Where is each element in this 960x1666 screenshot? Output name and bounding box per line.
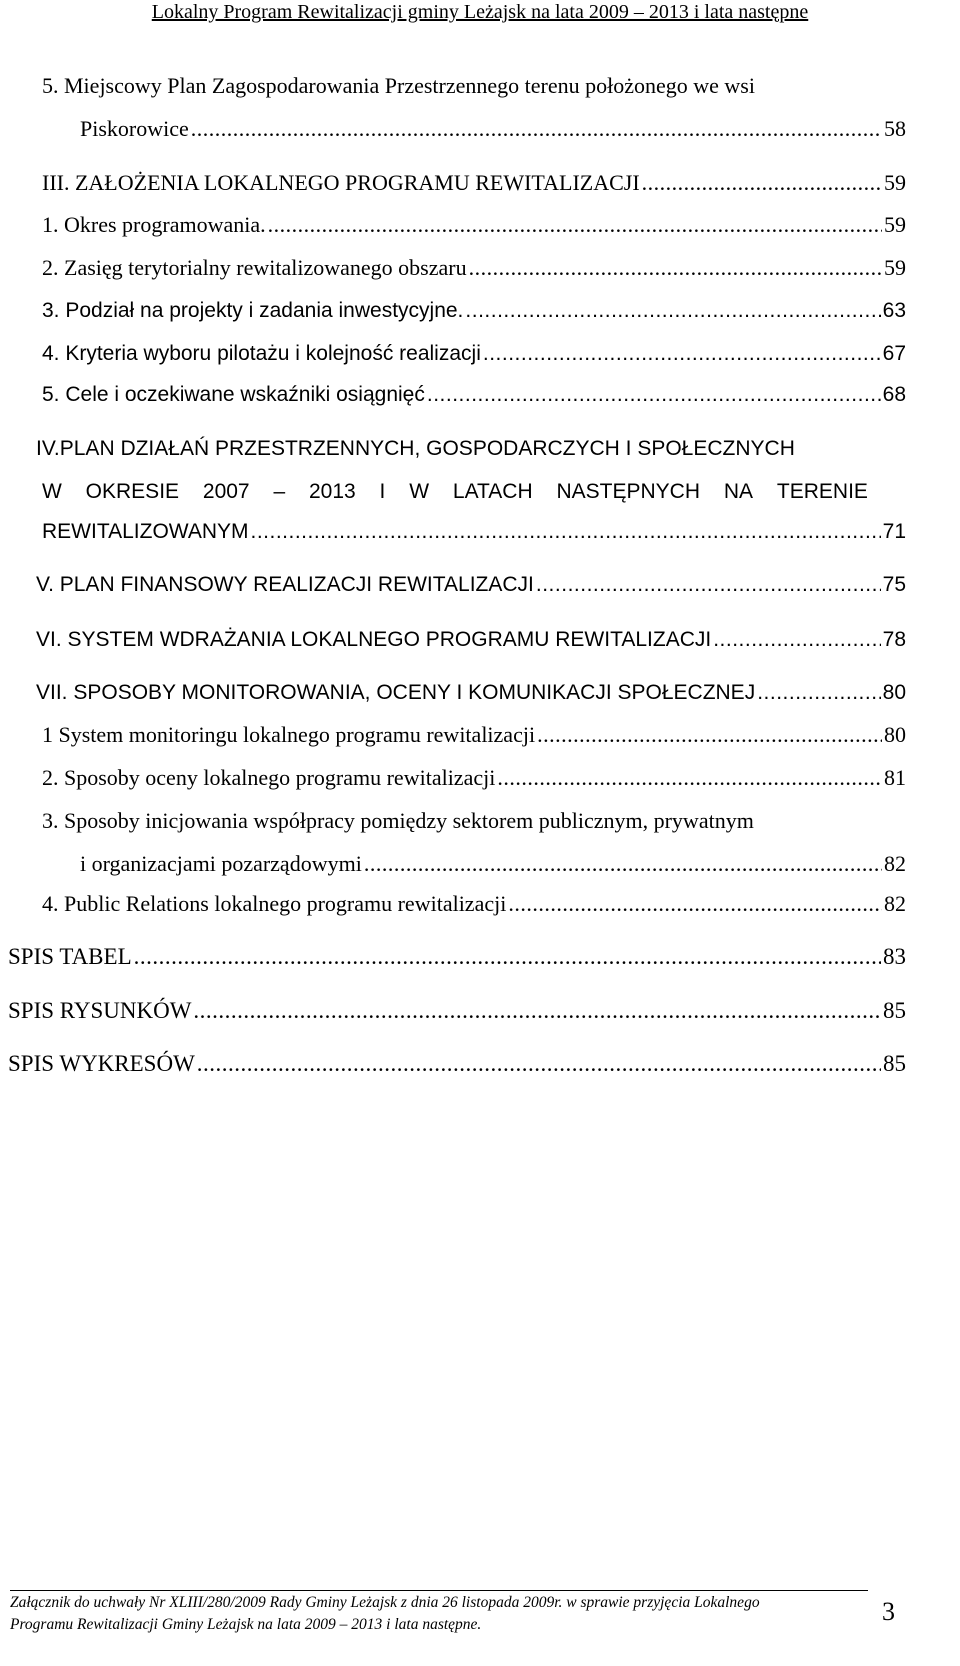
toc-entry-text: III. ZAŁOŻENIA LOKALNEGO PROGRAMU REWITALIZACJI: [42, 170, 640, 195]
toc-page-number: 80: [884, 722, 906, 747]
toc-leader-dots: [537, 721, 882, 749]
toc-leader-dots: [364, 850, 882, 878]
toc-entry-vii-4[interactable]: [42, 890, 906, 918]
footer-note-line: Programu Rewitalizacji Gminy Leżajsk na lata 2009 – 2013 i lata następne.: [10, 1616, 482, 1633]
toc-page-number: 71: [882, 520, 906, 543]
toc-page-number: 85: [883, 1051, 906, 1076]
toc-entry-text: V. PLAN FINANSOWY REALIZACJI REWITALIZACJI: [36, 573, 534, 596]
toc-leader-dots: [536, 571, 881, 599]
toc-leader-dots: [251, 518, 881, 546]
toc-word: 2013: [308, 480, 356, 503]
toc-entry-spis-wykresow[interactable]: [8, 1050, 906, 1078]
toc-entry-iv-line2: [42, 478, 868, 506]
toc-entry-iii-5[interactable]: [42, 381, 906, 409]
toc-page-number: 59: [884, 212, 906, 237]
toc-entry-iv-line1: [36, 435, 868, 463]
toc-leader-dots: [197, 1050, 881, 1078]
toc-entry-iii-3[interactable]: [42, 297, 906, 325]
toc-entry-v[interactable]: [36, 571, 906, 599]
toc-leader-dots: [757, 679, 880, 707]
toc-word: I: [379, 480, 386, 503]
footer-note: [10, 1592, 870, 1636]
toc-entry-text: 1 System monitoringu lokalnego programu rewitalizacji: [42, 722, 536, 747]
toc-page-number: 81: [884, 765, 906, 790]
toc-entry-text: VII. SPOSOBY MONITOROWANIA, OCENY I KOMUNIKACJI SPOŁECZNEJ: [36, 681, 756, 704]
toc-entry-text: 5. Miejscowy Plan Zagospodarowania Przestrzennego terenu położonego we wsi: [42, 73, 755, 98]
toc-page-number: 83: [883, 944, 906, 969]
toc-entry-text: 2. Sposoby oceny lokalnego programu rewitalizacji: [42, 765, 496, 790]
toc-entry-spis-rysunkow[interactable]: [8, 997, 906, 1025]
toc-leader-dots: [465, 297, 880, 325]
toc-word: W: [42, 480, 62, 503]
toc-entry-vii[interactable]: [36, 679, 906, 707]
toc-entry-vii-3-line1: [42, 807, 868, 835]
toc-word: NA: [723, 480, 754, 503]
toc-entry-vii-3[interactable]: [80, 850, 906, 878]
toc-word: –: [273, 480, 286, 503]
toc-leader-dots: [713, 626, 880, 654]
toc-entry-5-plan-line1: [42, 72, 868, 100]
toc-leader-dots: [508, 890, 882, 918]
toc-word: 2007: [202, 480, 250, 503]
toc-page-number: 58: [884, 116, 906, 141]
toc-leader-dots: [134, 943, 881, 971]
toc-page-number: 68: [882, 383, 906, 406]
toc-page-number: 82: [884, 891, 906, 916]
toc-entry-iii-4[interactable]: [42, 340, 906, 368]
toc-entry-text: SPIS WYKRESÓW: [8, 1051, 195, 1076]
toc-leader-dots: [642, 169, 882, 197]
toc-page-number: 59: [884, 255, 906, 280]
toc-leader-dots: [268, 211, 882, 239]
toc-page-number: 67: [882, 342, 906, 365]
toc-word: W: [409, 480, 430, 503]
toc-page-number: 85: [883, 998, 906, 1023]
toc-entry-vii-1[interactable]: [42, 721, 906, 749]
toc-leader-dots: [191, 115, 882, 143]
toc-entry-iii[interactable]: [42, 169, 906, 197]
toc-entry-text: VI. SYSTEM WDRAŻANIA LOKALNEGO PROGRAMU REWITALIZACJI: [36, 628, 712, 651]
footer-divider: [10, 1590, 868, 1591]
footer-note-line: Załącznik do uchwały Nr XLIII/280/2009 Rady Gminy Leżajsk z dnia 26 listopada 2009r. w sprawie przyjęcia Lokalnego: [10, 1594, 760, 1611]
toc-page-number: 78: [882, 628, 906, 651]
toc-entry-5-plan[interactable]: [80, 115, 906, 143]
toc-word: OKRESIE: [85, 480, 180, 503]
toc-leader-dots: [469, 254, 882, 282]
page-number: 3: [882, 1597, 895, 1626]
toc-entry-text: 3. Sposoby inicjowania współpracy pomiędzy sektorem publicznym, prywatnym: [42, 808, 754, 833]
toc-entry-vii-2[interactable]: [42, 764, 906, 792]
toc-page-number: 82: [884, 851, 906, 876]
toc-leader-dots: [193, 997, 881, 1025]
toc-leader-dots: [427, 381, 881, 409]
toc-entry-spis-tabel[interactable]: [8, 943, 906, 971]
toc-entry-vi[interactable]: [36, 626, 906, 654]
toc-word: LATACH: [452, 480, 533, 503]
toc-entry-iii-1[interactable]: [42, 211, 906, 239]
toc-entry-text: 1. Okres programowania.: [42, 212, 266, 237]
toc-entry-text: 2. Zasięg terytorialny rewitalizowanego obszaru: [42, 255, 467, 280]
toc-entry-text: SPIS TABEL: [8, 944, 132, 969]
toc-page-number: 59: [884, 170, 906, 195]
toc-entry-text: Piskorowice: [80, 116, 189, 141]
toc-page-number: 80: [882, 681, 906, 704]
toc-entry-text: 4. Public Relations lokalnego programu rewitalizacji: [42, 891, 507, 916]
toc-leader-dots: [497, 764, 882, 792]
toc-page-number: 75: [882, 573, 906, 596]
toc-entry-text: 5. Cele i oczekiwane wskaźniki osiągnięć: [42, 383, 425, 406]
toc-entry-iv[interactable]: [42, 518, 906, 546]
toc-entry-text: 4. Kryteria wyboru pilotażu i kolejność realizacji: [42, 342, 481, 365]
toc-entry-text: REWITALIZOWANYM: [42, 520, 249, 543]
toc-page-number: 63: [882, 299, 906, 322]
toc-entry-text: IV.PLAN DZIAŁAŃ PRZESTRZENNYCH, GOSPODARCZYCH I SPOŁECZNYCH: [36, 437, 795, 460]
running-header-title: Lokalny Program Rewitalizacji gminy Leżajsk na lata 2009 – 2013 i lata następne: [151, 1, 809, 23]
toc-entry-iii-2[interactable]: [42, 254, 906, 282]
toc-entry-text: SPIS RYSUNKÓW: [8, 998, 192, 1023]
toc-word: NASTĘPNYCH: [556, 480, 701, 503]
toc-entry-text: 3. Podział na projekty i zadania inwestycyjne.: [42, 299, 464, 322]
toc-entry-text: i organizacjami pozarządowymi: [80, 851, 362, 876]
running-header: [0, 0, 960, 24]
toc-leader-dots: [483, 340, 881, 368]
toc-word: TERENIE: [776, 480, 868, 503]
